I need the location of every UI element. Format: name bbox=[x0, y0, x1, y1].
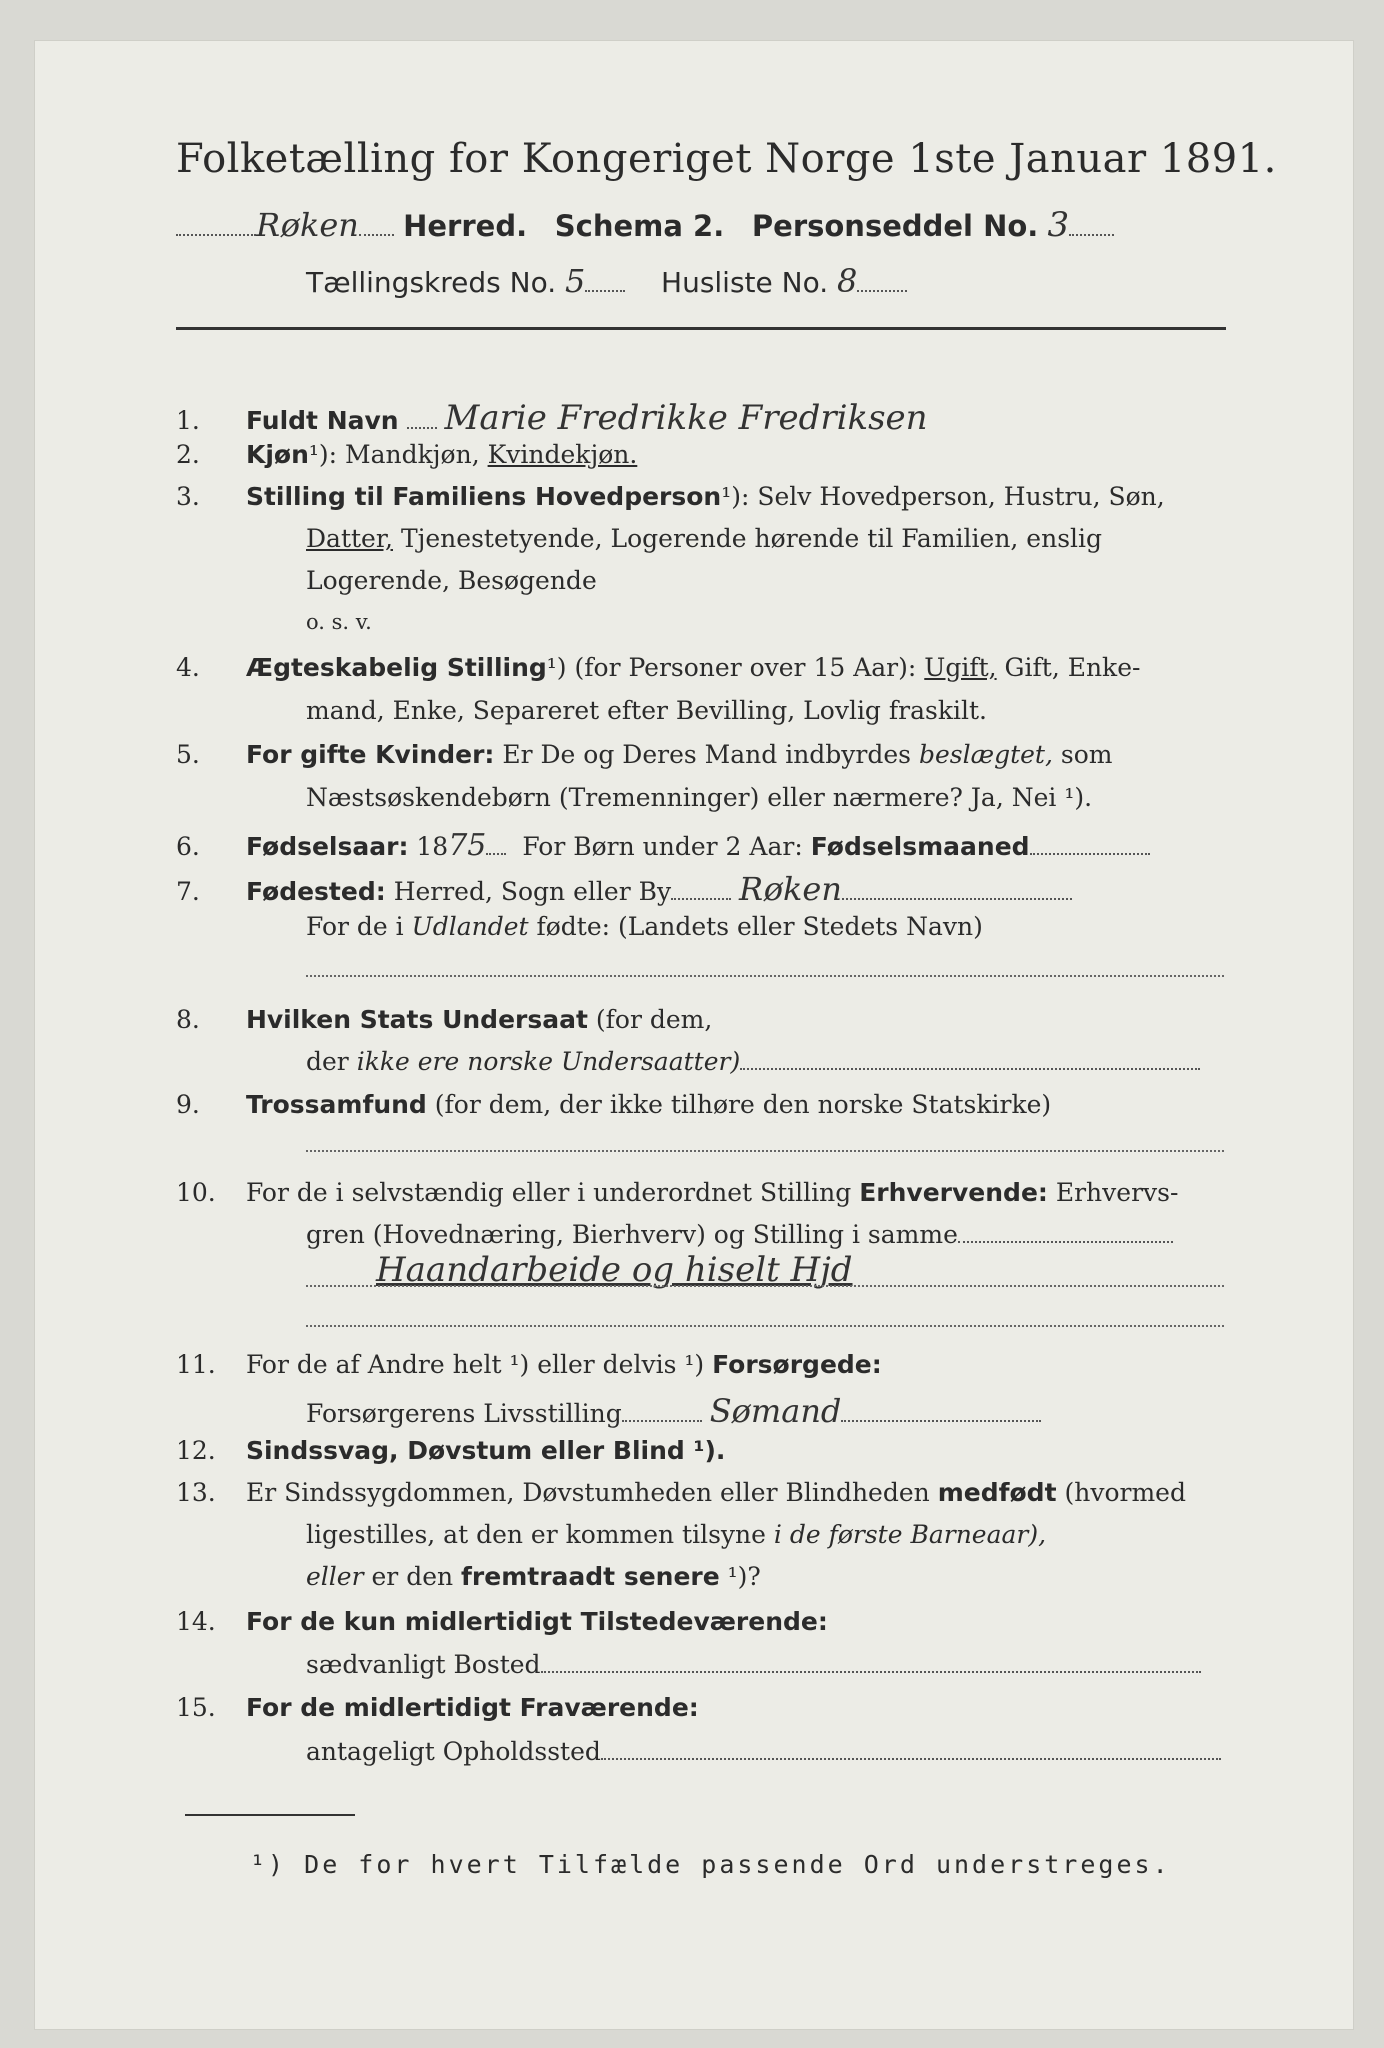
item-text: Forsørgerens Livsstilling bbox=[306, 1399, 622, 1428]
item-label: Fuldt Navn bbox=[245, 406, 399, 435]
header-line-kreds bbox=[306, 262, 1106, 302]
item-label: Stilling til Familiens Hovedperson bbox=[245, 482, 722, 511]
item-birthplace bbox=[176, 870, 1226, 908]
item-text: For de i selvstændig eller i underordnet Stilling bbox=[245, 1178, 852, 1207]
item-number: 9. bbox=[176, 1090, 200, 1119]
item-number: 3. bbox=[176, 482, 200, 511]
item-temporary-absent bbox=[176, 1693, 1226, 1722]
occupation-value: Haandarbeide og hiselt Hjd bbox=[376, 1250, 853, 1290]
item-label: Erhvervende: bbox=[859, 1178, 1048, 1207]
item-number: 15. bbox=[176, 1693, 216, 1722]
footnote-rule bbox=[185, 1814, 355, 1816]
item-text: som bbox=[1060, 740, 1113, 769]
item-number: 12. bbox=[176, 1436, 216, 1465]
item-text: der bbox=[306, 1047, 349, 1076]
herred-value: Røken bbox=[256, 206, 359, 244]
herred-label: Herred. bbox=[403, 209, 528, 243]
item-text: Tjenestetyende, Logerende hørende til Familien, enslig bbox=[400, 524, 1103, 553]
item-text: ligestilles, at den er kommen tilsyne bbox=[306, 1520, 766, 1549]
item-label: fremtraadt senere bbox=[461, 1562, 720, 1591]
husliste-value: 8 bbox=[837, 262, 858, 300]
item-label: For gifte Kvinder: bbox=[245, 740, 495, 769]
item-disability-origin bbox=[176, 1478, 1226, 1507]
item-label: Fødselsaar: bbox=[245, 832, 409, 861]
header-line-herred bbox=[176, 205, 1226, 245]
underlined-option: Ugift, bbox=[924, 653, 997, 682]
underlined-option: Kvindekjøn. bbox=[487, 440, 638, 469]
item-text: (hvormed bbox=[1064, 1478, 1186, 1507]
item-text: Næstsøskendebørn (Tremenninger) eller nærmere? Ja, Nei ¹). bbox=[306, 783, 1093, 812]
item-number: 10. bbox=[176, 1178, 216, 1207]
answer-line bbox=[306, 1285, 1224, 1287]
header-rule bbox=[176, 327, 1226, 330]
item-marital-status bbox=[176, 653, 1226, 682]
item-text: ¹)? bbox=[727, 1562, 761, 1591]
item-family-position bbox=[176, 482, 1226, 511]
form-title: Folketælling for Kongeriget Norge 1ste Januar 1891. bbox=[176, 136, 1277, 182]
item-text: o. s. v. bbox=[306, 610, 372, 634]
item-number: 5. bbox=[176, 740, 200, 769]
item-text: sædvanligt Bosted bbox=[306, 1650, 541, 1679]
item-text: Gift, Enke- bbox=[1004, 653, 1141, 682]
item-text: Selv Hovedperson, Hustru, Søn, bbox=[757, 482, 1165, 511]
item-occupation bbox=[176, 1178, 1226, 1207]
item-text: For Børn under 2 Aar: bbox=[522, 832, 803, 861]
item-text: For de af Andre helt ¹) eller delvis ¹) bbox=[245, 1350, 705, 1379]
item-label: Trossamfund bbox=[245, 1090, 427, 1119]
census-form-page bbox=[34, 40, 1354, 2030]
schema-label: Schema 2. bbox=[554, 209, 725, 243]
item-text: Er Sindssygdommen, Døvstumheden eller Blindheden bbox=[245, 1478, 930, 1507]
answer-line bbox=[306, 1150, 1224, 1152]
item-text: gren (Hovednæring, Bierhverv) og Stilling i samme bbox=[306, 1220, 958, 1249]
item-text: Mandkjøn, bbox=[345, 440, 480, 469]
item-label: Fødselsmaaned bbox=[810, 832, 1030, 861]
footnote: ¹) De for hvert Tilfælde passende Ord understreges. bbox=[250, 1850, 1171, 1879]
item-disability bbox=[176, 1436, 1226, 1465]
personseddel-value: 3 bbox=[1047, 205, 1070, 245]
item-label: Sindssvag, Døvstum eller Blind ¹). bbox=[245, 1436, 726, 1465]
item-text: (for dem, der ikke tilhøre den norske Statskirke) bbox=[434, 1090, 1052, 1119]
item-text: er den bbox=[371, 1562, 454, 1591]
personseddel-label: Personseddel No. bbox=[751, 209, 1039, 243]
item-italic: Udlandet bbox=[411, 912, 529, 941]
item-number: 2. bbox=[176, 440, 200, 469]
item-number: 7. bbox=[176, 877, 200, 906]
birth-year-value: 75 bbox=[448, 828, 487, 863]
item-temporary-present bbox=[176, 1607, 1226, 1636]
kreds-label: Tællingskreds No. bbox=[306, 266, 557, 299]
item-number: 6. bbox=[176, 832, 200, 861]
footnote-marker: ¹) bbox=[546, 653, 567, 682]
husliste-label: Husliste No. bbox=[661, 266, 829, 299]
item-italic: ikke ere norske Undersaatter) bbox=[356, 1047, 741, 1076]
item-text: Erhvervs- bbox=[1055, 1178, 1179, 1207]
item-dependent bbox=[176, 1350, 1226, 1379]
item-label: Kjøn bbox=[245, 440, 309, 469]
answer-line bbox=[306, 1325, 1224, 1327]
birth-year-prefix: 18 bbox=[416, 832, 449, 861]
item-label: Fødested: bbox=[245, 877, 386, 906]
item-married-women bbox=[176, 740, 1226, 769]
item-italic: i de første Barneaar), bbox=[773, 1520, 1047, 1549]
underlined-option: Datter, bbox=[306, 524, 393, 553]
item-text: For de i bbox=[306, 912, 404, 941]
item-number: 8. bbox=[176, 1005, 200, 1034]
item-text: (for Personer over 15 Aar): bbox=[574, 653, 917, 682]
item-number: 1. bbox=[176, 406, 200, 435]
footnote-marker: ¹): bbox=[721, 482, 750, 511]
item-italic: eller bbox=[306, 1562, 364, 1591]
item-number: 14. bbox=[176, 1607, 216, 1636]
item-text: Logerende, Besøgende bbox=[306, 566, 597, 595]
item-gender bbox=[176, 440, 1226, 469]
provider-occupation-value: Sømand bbox=[709, 1392, 842, 1430]
item-text: Herred, Sogn eller By bbox=[393, 877, 672, 906]
item-label: medfødt bbox=[937, 1478, 1057, 1507]
item-number: 11. bbox=[176, 1350, 216, 1379]
item-text: mand, Enke, Separeret efter Bevilling, Lovlig fraskilt. bbox=[306, 696, 987, 725]
item-text: antageligt Opholdssted bbox=[306, 1737, 601, 1766]
item-number: 13. bbox=[176, 1478, 216, 1507]
kreds-value: 5 bbox=[565, 262, 586, 300]
item-italic: beslægtet, bbox=[918, 740, 1053, 769]
item-text: Er De og Deres Mand indbyrdes bbox=[502, 740, 911, 769]
item-label: For de midlertidigt Fraværende: bbox=[245, 1693, 699, 1722]
item-full-name bbox=[176, 398, 1226, 438]
item-text: (for dem, bbox=[595, 1005, 713, 1034]
answer-line bbox=[306, 975, 1224, 977]
item-number: 4. bbox=[176, 653, 200, 682]
birthplace-value: Røken bbox=[739, 870, 842, 908]
item-label: Ægteskabelig Stilling bbox=[245, 653, 547, 682]
item-label: Hvilken Stats Undersaat bbox=[245, 1005, 588, 1034]
item-birth-year bbox=[176, 828, 1226, 863]
footnote-marker: ¹): bbox=[308, 440, 338, 469]
item-religion bbox=[176, 1090, 1226, 1119]
item-label: Forsørgede: bbox=[712, 1350, 882, 1379]
full-name-value: Marie Fredrikke Fredriksen bbox=[444, 398, 928, 438]
item-text: fødte: (Landets eller Stedets Navn) bbox=[536, 912, 983, 941]
item-label: For de kun midlertidigt Tilstedeværende: bbox=[245, 1607, 828, 1636]
item-citizenship bbox=[176, 1005, 1226, 1034]
